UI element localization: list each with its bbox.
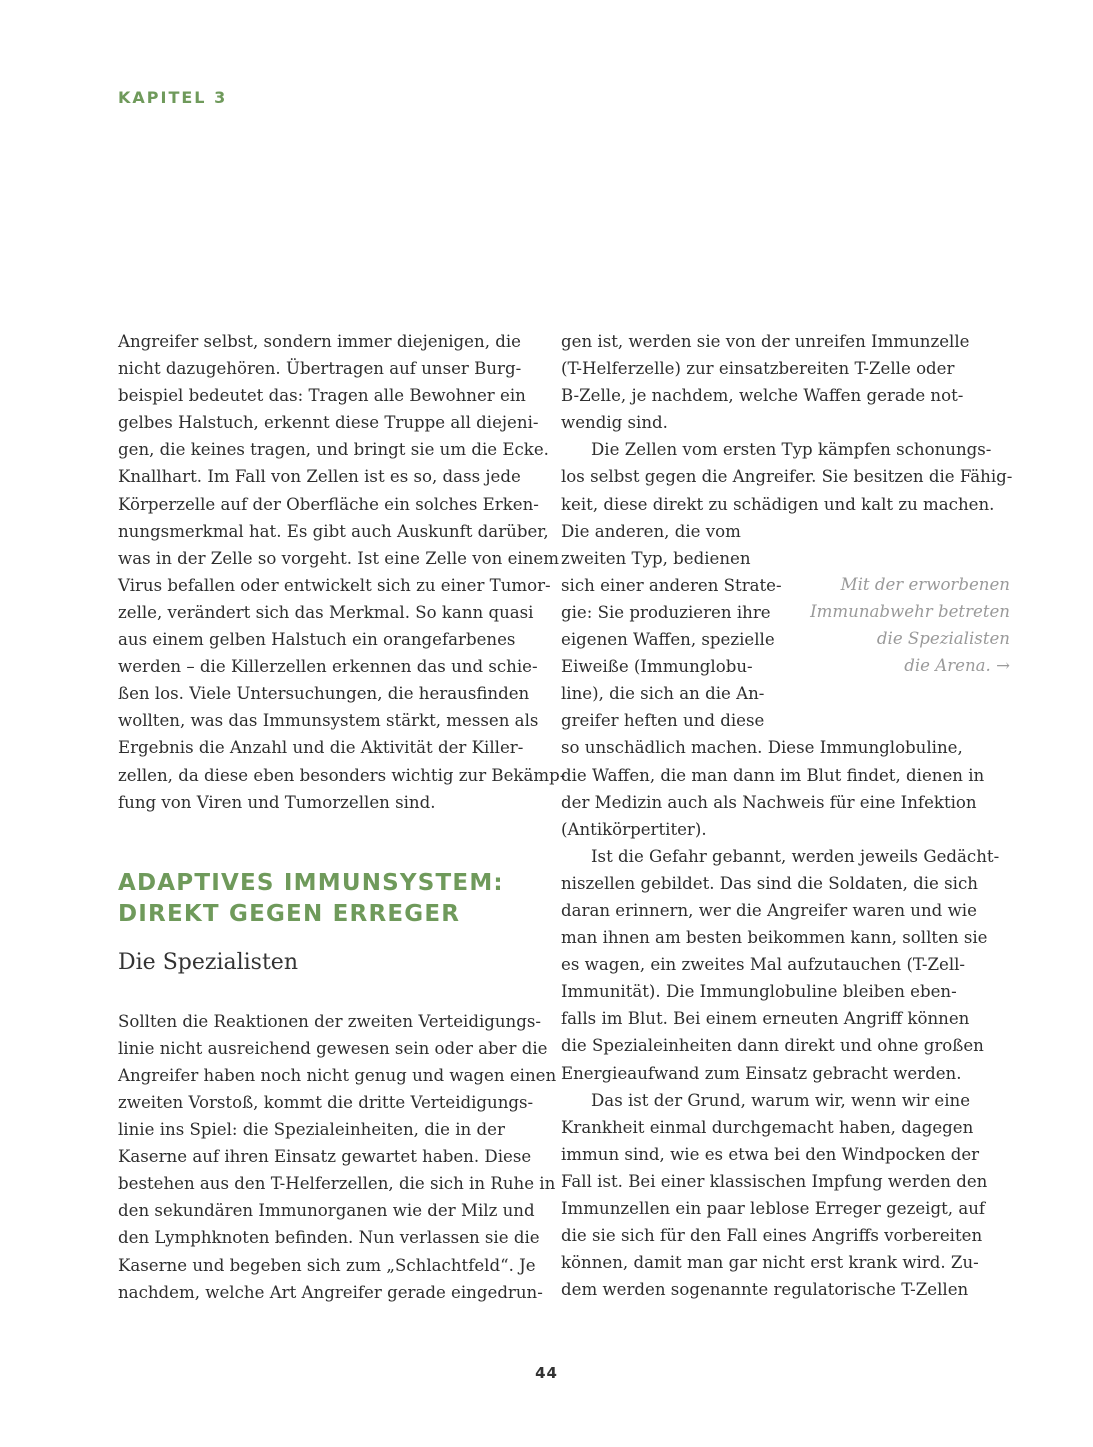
text-line: man ihnen am besten beikommen kann, sollten sie — [561, 928, 988, 948]
text-line: der Medizin auch als Nachweis für eine Infektion — [561, 792, 977, 812]
text-line: Eiweiße (Immunglobu- — [561, 657, 753, 677]
text-line: es wagen, ein zweites Mal aufzutauchen (T-Zell- — [561, 955, 966, 975]
text-line: Angreifer haben noch nicht genug und wagen einen — [118, 1065, 557, 1085]
pull-quote-line: die Arena. → — [904, 656, 1010, 676]
text-line: keit, diese direkt zu schädigen und kalt zu machen. — [561, 494, 995, 514]
text-line: Ergebnis die Anzahl und die Aktivität der Killer- — [118, 738, 524, 758]
text-line: eigenen Waffen, spezielle — [561, 630, 775, 650]
text-line: Energieaufwand zum Einsatz gebracht werden. — [561, 1063, 962, 1083]
text-line: Virus befallen oder entwickelt sich zu einer Tumor- — [118, 575, 551, 595]
right-paragraph-3 — [561, 843, 1000, 1087]
pull-quote-line: Mit der erworbenen — [840, 575, 1010, 594]
text-line: die Spezialeinheiten dann direkt und ohne großen — [561, 1036, 984, 1056]
text-line: gelbes Halstuch, erkennt diese Truppe all diejeni- — [118, 413, 539, 433]
text-line: Immunität). Die Immunglobuline bleiben eben- — [561, 982, 957, 1002]
pull-quote-line: die Spezialisten — [876, 629, 1010, 649]
text-line: was in der Zelle so vorgeht. Ist eine Zelle von einem — [118, 548, 559, 568]
page-number: 44 — [535, 1364, 558, 1382]
text-line: die Waffen, die man dann im Blut findet, dienen in — [561, 765, 985, 785]
text-line: gen ist, werden sie von der unreifen Immunzelle — [561, 332, 970, 351]
text-line: fung von Viren und Tumorzellen sind. — [118, 792, 436, 812]
text-line: falls im Blut. Bei einem erneuten Angriff können — [561, 1009, 970, 1029]
text-line: Knallhart. Im Fall von Zellen ist es so, dass jede — [118, 467, 521, 487]
text-line: linie ins Spiel: die Spezialeinheiten, die in der — [118, 1120, 505, 1140]
text-line: zelle, verändert sich das Merkmal. So kann quasi — [118, 602, 534, 622]
text-line: zellen, da diese eben besonders wichtig zur Bekämp- — [118, 765, 566, 785]
text-line: so unschädlich machen. Diese Immunglobuline, — [561, 738, 963, 758]
text-line: nungsmerkmal hat. Es gibt auch Auskunft darüber, — [118, 521, 549, 541]
text-line: B-Zelle, je nachdem, welche Waffen gerade not- — [561, 386, 964, 406]
text-line: Sollten die Reaktionen der zweiten Verteidigungs- — [118, 1011, 541, 1031]
chapter-label: KAPITEL 3 — [118, 88, 228, 107]
text-line: die sie sich für den Fall eines Angriffs vorbereiten — [561, 1226, 983, 1246]
left-paragraph-1 — [118, 328, 566, 816]
text-line: niszellen gebildet. Das sind die Soldaten, die sich — [561, 873, 978, 893]
left-paragraph-2 — [118, 1008, 557, 1306]
text-line: (T-Helferzelle) zur einsatzbereiten T-Zelle oder — [561, 359, 955, 379]
text-line: bestehen aus den T-Helferzellen, die sich in Ruhe in — [118, 1174, 556, 1194]
right-paragraph-1 — [561, 328, 971, 436]
text-line: Die Zellen vom ersten Typ kämpfen schonungs- — [591, 440, 992, 460]
text-line: linie nicht ausreichend gewesen sein oder aber die — [118, 1038, 548, 1058]
text-line: ßen los. Viele Untersuchungen, die herausfinden — [118, 684, 530, 704]
text-line: sich einer anderen Strate- — [561, 575, 782, 595]
text-line: den sekundären Immunorganen wie der Milz und — [118, 1201, 535, 1221]
text-line: zweiten Typ, bedienen — [561, 548, 751, 568]
text-line: Körperzelle auf der Oberfläche ein solches Erken- — [118, 494, 539, 514]
text-line: line), die sich an die An- — [561, 684, 765, 704]
text-line: können, damit man gar nicht erst krank wird. Zu- — [561, 1253, 979, 1273]
text-line: aus einem gelben Halstuch ein orangefarbenes — [118, 630, 516, 650]
right-column — [561, 328, 1013, 1303]
text-line: Das ist der Grund, warum wir, wenn wir eine — [591, 1090, 971, 1110]
text-line: zweiten Vorstoß, kommt die dritte Verteidigungs- — [118, 1092, 534, 1112]
section-heading — [118, 868, 528, 930]
text-line: Angreifer selbst, sondern immer diejenigen, die — [118, 332, 521, 351]
text-line: Krankheit einmal durchgemacht haben, dagegen — [561, 1117, 974, 1137]
text-line: (Antikörpertiter). — [561, 819, 707, 839]
text-line: Fall ist. Bei einer klassischen Impfung werden den — [561, 1171, 988, 1191]
text-line: wendig sind. — [561, 413, 668, 433]
text-line: den Lymphknoten befinden. Nun verlassen sie die — [118, 1228, 540, 1248]
text-line: greifer heften und diese — [561, 711, 765, 731]
left-column — [118, 328, 566, 1306]
text-line: Kaserne auf ihren Einsatz gewartet haben. Diese — [118, 1147, 532, 1167]
section-heading-line: DIREKT GEGEN ERREGER — [118, 900, 461, 927]
subheading: Die Spezialisten — [118, 949, 298, 975]
text-line: beispiel bedeutet das: Tragen alle Bewohner ein — [118, 386, 526, 406]
text-line: gen, die keines tragen, und bringt sie um die Ecke. — [118, 440, 549, 460]
text-line: gie: Sie produzieren ihre — [561, 602, 771, 622]
text-line: Immunzellen ein paar leblose Erreger gezeigt, auf — [561, 1199, 986, 1218]
right-paragraph-4 — [561, 1087, 988, 1304]
text-line: dem werden sogenannte regulatorische T-Zellen — [561, 1280, 969, 1300]
text-line: wollten, was das Immunsystem stärkt, messen als — [118, 711, 539, 731]
pull-quote-line: Immunabwehr betreten — [810, 602, 1010, 622]
text-line: Ist die Gefahr gebannt, werden jeweils Gedächt- — [591, 846, 1000, 866]
text-line: daran erinnern, wer die Angreifer waren und wie — [561, 900, 977, 920]
pull-quote — [790, 571, 1010, 679]
section-heading-line: ADAPTIVES IMMUNSYSTEM: — [118, 869, 504, 896]
text-line: Kaserne und begeben sich zum „Schlachtfeld“. Je — [118, 1255, 536, 1275]
text-line: los selbst gegen die Angreifer. Sie besitzen die Fähig- — [561, 467, 1013, 487]
text-line: immun sind, wie es etwa bei den Windpocken der — [561, 1144, 980, 1164]
text-line: nicht dazugehören. Übertragen auf unser Burg- — [118, 359, 522, 379]
text-line: werden – die Killerzellen erkennen das und schie- — [118, 657, 538, 677]
text-line: nachdem, welche Art Angreifer gerade eingedrun- — [118, 1282, 543, 1302]
text-line: Die anderen, die vom — [561, 521, 741, 541]
